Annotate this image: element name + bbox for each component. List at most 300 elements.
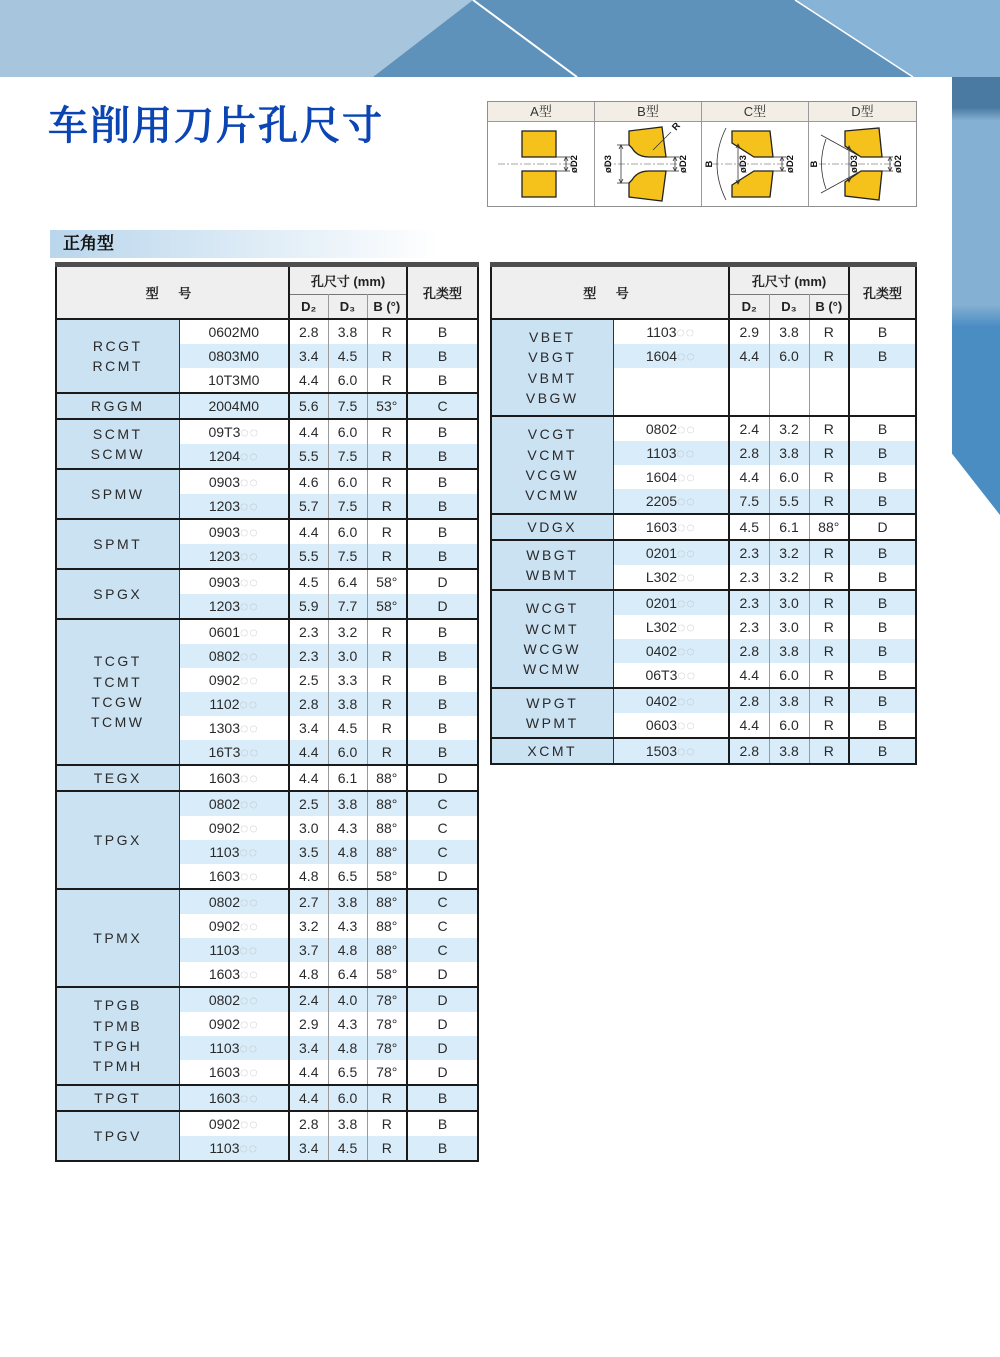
- dashed-circles: ◌◌: [240, 966, 259, 982]
- hole-type-cell: D: [407, 987, 478, 1012]
- dashed-circles: ◌◌: [240, 820, 259, 836]
- d3-cell: 3.0: [769, 615, 809, 639]
- hole-type-cell: C: [407, 816, 478, 840]
- b-angle-cell: 53°: [367, 393, 407, 419]
- spec-table-header: [491, 265, 916, 320]
- d2-cell: 2.8: [289, 319, 328, 344]
- page-title: 车削用刀片孔尺寸: [48, 104, 384, 148]
- size-cell: 0602M0: [179, 319, 289, 344]
- banner-diagonal-lines: [0, 0, 1000, 77]
- d3-cell: 6.0: [328, 469, 367, 494]
- model-group-label: VDGX: [491, 514, 613, 540]
- b-angle-cell: R: [809, 639, 849, 663]
- model-group-label: VBET VBGT VBMT VBGW: [491, 319, 613, 416]
- dashed-circles: ◌◌: [240, 498, 259, 514]
- table-row: [56, 791, 478, 816]
- size-cell: 1603◌◌: [179, 864, 289, 889]
- d3-cell: 3.2: [769, 540, 809, 565]
- hole-type-cell: B: [407, 1136, 478, 1161]
- hole-type-cell: B: [407, 419, 478, 444]
- d3-cell: 3.8: [328, 319, 367, 344]
- b-angle-cell: R: [367, 519, 407, 544]
- model-group-label: RGGM: [56, 393, 179, 419]
- hole-type-cell: B: [849, 738, 916, 764]
- spec-table-right: [490, 262, 917, 765]
- d2-cell: 4.4: [729, 344, 769, 368]
- size-cell: 0902◌◌: [179, 816, 289, 840]
- hole-type-cell: C: [407, 791, 478, 816]
- table-row: [491, 540, 916, 565]
- dashed-circles: ◌◌: [676, 445, 696, 461]
- table-row: [56, 419, 478, 444]
- size-cell: 1103◌◌: [179, 1036, 289, 1060]
- size-cell: 0601◌◌: [179, 619, 289, 644]
- size-cell: 0802◌◌: [179, 889, 289, 914]
- b-angle-cell: 78°: [367, 987, 407, 1012]
- hole-type-cell: B: [407, 494, 478, 519]
- d3-cell: 3.8: [328, 692, 367, 716]
- dashed-circles: ◌◌: [240, 1016, 259, 1032]
- d2-cell: 4.4: [289, 1085, 328, 1111]
- d2-cell: 2.3: [289, 644, 328, 668]
- b-angle-cell: R: [367, 1111, 407, 1136]
- dashed-circles: ◌◌: [240, 524, 259, 540]
- d2-cell: 2.9: [289, 1012, 328, 1036]
- col-header-d2: D₂: [289, 295, 328, 320]
- size-cell: 1603◌◌: [179, 1060, 289, 1085]
- d3-cell: 7.5: [328, 544, 367, 569]
- b-angle-cell: R: [809, 738, 849, 764]
- b-angle-cell: 88°: [367, 791, 407, 816]
- model-group: [56, 569, 478, 619]
- hole-type-cell: B: [849, 344, 916, 368]
- d3-cell: 4.0: [328, 987, 367, 1012]
- d2-cell: 4.5: [729, 514, 769, 540]
- size-cell: 2205◌◌: [613, 489, 729, 514]
- table-row: [56, 319, 478, 344]
- size-cell: 0603◌◌: [613, 713, 729, 738]
- b-angle-cell: R: [809, 416, 849, 441]
- hole-type-cell: D: [407, 569, 478, 594]
- table-row: [56, 765, 478, 791]
- dashed-circles: ◌◌: [240, 648, 259, 664]
- d3-cell: 3.0: [769, 590, 809, 615]
- hole-type-cell: B: [407, 692, 478, 716]
- b-angle-cell: R: [809, 565, 849, 590]
- col-header-b-angle: B (°): [367, 295, 407, 320]
- d3-cell: 6.0: [769, 663, 809, 688]
- spec-table-header: [56, 265, 478, 320]
- d2-cell: 2.5: [289, 668, 328, 692]
- d2-cell: 4.4: [289, 368, 328, 393]
- b-angle-cell: R: [809, 688, 849, 713]
- b-angle-cell: 78°: [367, 1012, 407, 1036]
- b-angle-cell: 58°: [367, 569, 407, 594]
- hole-type-a-drawing: [488, 122, 595, 206]
- dashed-circles: ◌◌: [240, 424, 260, 440]
- b-angle-cell: R: [367, 716, 407, 740]
- dashed-circles: ◌◌: [677, 519, 696, 535]
- b-angle-cell: R: [367, 668, 407, 692]
- dashed-circles: ◌◌: [677, 493, 696, 509]
- section-header: [50, 230, 915, 258]
- b-angle-cell: R: [367, 544, 407, 569]
- size-cell: 1203◌◌: [179, 494, 289, 519]
- hole-type-cell: C: [407, 914, 478, 938]
- model-group: [56, 1085, 478, 1111]
- table-row: [491, 319, 916, 344]
- dashed-circles: ◌◌: [240, 1090, 259, 1106]
- d2-cell: 4.4: [289, 740, 328, 765]
- spec-table-right-container: [490, 262, 915, 765]
- model-group-label: SPMT: [56, 519, 179, 569]
- model-group: [56, 419, 478, 469]
- d2-cell: 4.8: [289, 962, 328, 987]
- dashed-circles: ◌◌: [240, 770, 259, 786]
- table-row: [491, 514, 916, 540]
- col-header-d2: D₂: [729, 295, 769, 320]
- b-angle-cell: 88°: [367, 914, 407, 938]
- svg-text:B: B: [704, 160, 715, 168]
- dashed-circles: ◌◌: [240, 894, 259, 910]
- dashed-circles: ◌◌: [240, 448, 259, 464]
- hole-type-cell: B: [407, 319, 478, 344]
- d2-cell: 2.8: [729, 441, 769, 465]
- model-group-label: WPGT WPMT: [491, 688, 613, 738]
- d2-cell: 3.5: [289, 840, 328, 864]
- d2-cell: 3.4: [289, 1036, 328, 1060]
- b-angle-cell: R: [809, 540, 849, 565]
- diagram-header-type-d: D型: [809, 102, 916, 122]
- d2-cell: 2.7: [289, 889, 328, 914]
- size-cell: 0902◌◌: [179, 1111, 289, 1136]
- size-cell: 1103◌◌: [613, 319, 729, 344]
- model-group: [491, 319, 916, 416]
- d3-cell: 3.3: [328, 668, 367, 692]
- table-row: [491, 416, 916, 441]
- model-group-label: TPMX: [56, 889, 179, 987]
- table-row: [56, 619, 478, 644]
- model-group: [56, 469, 478, 519]
- d3-cell: 6.0: [328, 519, 367, 544]
- size-cell: 0902◌◌: [179, 914, 289, 938]
- model-group: [491, 416, 916, 514]
- dashed-circles: ◌◌: [240, 574, 259, 590]
- size-cell: 0802◌◌: [179, 791, 289, 816]
- svg-text:øD2: øD2: [678, 155, 689, 173]
- dashed-circles: ◌◌: [239, 1040, 259, 1056]
- d2-cell: 4.4: [729, 663, 769, 688]
- table-row: [491, 590, 916, 615]
- b-angle-cell: R: [809, 319, 849, 344]
- d3-cell: 3.8: [769, 639, 809, 663]
- b-angle-cell: R: [367, 692, 407, 716]
- dashed-circles: ◌◌: [677, 569, 696, 585]
- svg-text:øD2: øD2: [893, 155, 904, 173]
- d3-cell: 7.7: [328, 594, 367, 619]
- hole-type-cell: B: [849, 565, 916, 590]
- d2-cell: 7.5: [729, 489, 769, 514]
- hole-type-cell: B: [407, 344, 478, 368]
- model-group-label: SPGX: [56, 569, 179, 619]
- d2-cell: 2.3: [729, 540, 769, 565]
- spec-table-left-container: [55, 262, 477, 1162]
- size-cell: 0802◌◌: [613, 416, 729, 441]
- hole-type-cell: B: [407, 644, 478, 668]
- model-group-label: TCGT TCMT TCGW TCMW: [56, 619, 179, 765]
- model-group-label: SCMT SCMW: [56, 419, 179, 469]
- b-angle-cell: R: [367, 319, 407, 344]
- size-cell: 1603◌◌: [613, 514, 729, 540]
- hole-type-d-drawing: [809, 122, 916, 206]
- d3-cell: 3.8: [328, 889, 367, 914]
- size-cell: 0902◌◌: [179, 668, 289, 692]
- size-cell: 1603◌◌: [179, 765, 289, 791]
- d3-cell: 3.2: [769, 416, 809, 441]
- table-row: [491, 688, 916, 713]
- col-header-d3: D₃: [328, 295, 367, 320]
- svg-text:øD3: øD3: [603, 155, 614, 173]
- col-header-hole-size: 孔尺寸 (mm): [729, 265, 849, 295]
- model-group: [56, 619, 478, 765]
- hole-type-cell: B: [849, 688, 916, 713]
- col-header-d3: D₃: [769, 295, 809, 320]
- model-group: [56, 393, 478, 419]
- dashed-circles: ◌◌: [239, 942, 259, 958]
- d3-cell: 4.8: [328, 1036, 367, 1060]
- d2-cell: 3.4: [289, 344, 328, 368]
- size-cell: 16T3◌◌: [179, 740, 289, 765]
- d3-cell: 4.3: [328, 914, 367, 938]
- d2-cell: 3.2: [289, 914, 328, 938]
- b-angle-cell: R: [367, 619, 407, 644]
- diagram-header-type-a: A型: [488, 102, 595, 122]
- d2-cell: 2.8: [729, 738, 769, 764]
- hole-type-cell: B: [407, 740, 478, 765]
- d3-cell: 6.5: [328, 1060, 367, 1085]
- hole-type-cell: C: [407, 938, 478, 962]
- svg-text:øD2: øD2: [785, 155, 796, 173]
- d3-cell: 6.4: [328, 962, 367, 987]
- dashed-circles: ◌◌: [677, 421, 696, 437]
- dashed-circles: ◌◌: [677, 545, 696, 561]
- hole-type-cell: D: [407, 864, 478, 889]
- hole-type-cell: D: [849, 514, 916, 540]
- hole-type-cell: B: [849, 713, 916, 738]
- dashed-circles: ◌◌: [677, 619, 696, 635]
- spec-table-left: [55, 262, 479, 1162]
- size-cell: 1603◌◌: [179, 962, 289, 987]
- d3-cell: 4.8: [328, 938, 367, 962]
- b-angle-cell: R: [367, 740, 407, 765]
- col-header-b-angle: B (°): [809, 295, 849, 320]
- col-header-model: 型 号: [56, 265, 289, 320]
- b-angle-cell: R: [367, 344, 407, 368]
- hole-type-cell: B: [849, 416, 916, 441]
- d2-cell: 4.4: [729, 713, 769, 738]
- size-cell: L302◌◌: [613, 615, 729, 639]
- d3-cell: 6.0: [769, 465, 809, 489]
- hole-type-cell: C: [407, 393, 478, 419]
- b-angle-cell: 58°: [367, 962, 407, 987]
- size-cell: 0402◌◌: [613, 688, 729, 713]
- d3-cell: 6.0: [328, 368, 367, 393]
- hole-type-cell: C: [407, 840, 478, 864]
- dashed-circles: ◌◌: [677, 348, 696, 364]
- dashed-circles: ◌◌: [677, 743, 696, 759]
- hole-type-diagram: [487, 101, 917, 207]
- svg-text:øD3: øD3: [849, 155, 860, 173]
- d2-cell: 5.9: [289, 594, 328, 619]
- hole-type-cell: B: [849, 319, 916, 344]
- hole-type-cell: B: [407, 544, 478, 569]
- d3-cell: 3.8: [769, 441, 809, 465]
- hole-type-cell: B: [849, 615, 916, 639]
- size-cell: 1204◌◌: [179, 444, 289, 469]
- d2-cell: 2.9: [729, 319, 769, 344]
- size-cell: 1303◌◌: [179, 716, 289, 740]
- hole-type-cell: B: [849, 639, 916, 663]
- size-cell: 0903◌◌: [179, 569, 289, 594]
- d3-cell: 6.0: [328, 1085, 367, 1111]
- dashed-circles: ◌◌: [240, 1064, 259, 1080]
- table-row: [56, 569, 478, 594]
- d2-cell: 4.4: [289, 765, 328, 791]
- size-cell: 10T3M0: [179, 368, 289, 393]
- b-angle-cell: R: [809, 441, 849, 465]
- model-group-label: RCGT RCMT: [56, 319, 179, 393]
- size-cell: L302◌◌: [613, 565, 729, 590]
- dashed-circles: ◌◌: [677, 643, 696, 659]
- svg-text:øD3: øD3: [738, 155, 749, 173]
- dashed-circles: ◌◌: [240, 868, 259, 884]
- size-cell: 0803M0: [179, 344, 289, 368]
- b-angle-cell: R: [367, 419, 407, 444]
- size-cell: 0802◌◌: [179, 644, 289, 668]
- model-group: [56, 987, 478, 1085]
- size-cell: 0402◌◌: [613, 639, 729, 663]
- d2-cell: 2.4: [289, 987, 328, 1012]
- d2-cell: 4.6: [289, 469, 328, 494]
- dashed-circles: ◌◌: [240, 992, 259, 1008]
- model-group-label: VCGT VCMT VCGW VCMW: [491, 416, 613, 514]
- hole-type-c-drawing: [702, 122, 809, 206]
- b-angle-cell: R: [367, 1136, 407, 1161]
- d3-cell: 3.8: [769, 688, 809, 713]
- size-cell: 0201◌◌: [613, 540, 729, 565]
- model-group-label: WCGT WCMT WCGW WCMW: [491, 590, 613, 688]
- size-cell: 1604◌◌: [613, 344, 729, 368]
- hole-type-cell: B: [407, 716, 478, 740]
- col-header-hole-type: 孔类型: [407, 265, 478, 320]
- d3-cell: 4.5: [328, 344, 367, 368]
- d3-cell: 3.8: [328, 791, 367, 816]
- dashed-circles: ◌◌: [240, 672, 259, 688]
- dashed-circles: ◌◌: [677, 667, 697, 683]
- d3-cell: 6.1: [328, 765, 367, 791]
- b-angle-cell: 88°: [367, 816, 407, 840]
- size-cell: 1103◌◌: [179, 840, 289, 864]
- table-row: [56, 469, 478, 494]
- d2-cell: 4.8: [289, 864, 328, 889]
- d2-cell: 4.4: [289, 1060, 328, 1085]
- hole-type-cell: B: [849, 489, 916, 514]
- d2-cell: 2.3: [729, 590, 769, 615]
- d2-cell: 5.5: [289, 444, 328, 469]
- hole-type-cell: D: [407, 1060, 478, 1085]
- size-cell: 1603◌◌: [179, 1085, 289, 1111]
- model-group: [56, 1111, 478, 1161]
- size-cell: 1203◌◌: [179, 544, 289, 569]
- model-group: [491, 590, 916, 688]
- d2-cell: 3.4: [289, 716, 328, 740]
- d2-cell: 5.7: [289, 494, 328, 519]
- d2-cell: 5.5: [289, 544, 328, 569]
- hole-type-cell: B: [849, 441, 916, 465]
- b-angle-cell: R: [809, 344, 849, 368]
- model-group-label: TPGX: [56, 791, 179, 889]
- d2-cell: 3.7: [289, 938, 328, 962]
- d2-cell: 2.8: [729, 688, 769, 713]
- dashed-circles: ◌◌: [240, 474, 259, 490]
- dashed-circles: ◌◌: [676, 324, 696, 340]
- d2-cell: 2.5: [289, 791, 328, 816]
- d2-cell: 5.6: [289, 393, 328, 419]
- hole-type-cell: B: [407, 668, 478, 692]
- size-cell: 0903◌◌: [179, 519, 289, 544]
- b-angle-cell: 88°: [809, 514, 849, 540]
- d3-cell: 3.2: [328, 619, 367, 644]
- decorative-side-band: [952, 77, 1000, 515]
- col-header-model: 型 号: [491, 265, 729, 320]
- b-angle-cell: 78°: [367, 1036, 407, 1060]
- d3-cell: 7.5: [328, 393, 367, 419]
- d2-cell: 4.4: [289, 419, 328, 444]
- d2-cell: 4.5: [289, 569, 328, 594]
- model-group-label: TEGX: [56, 765, 179, 791]
- dashed-circles: ◌◌: [677, 469, 696, 485]
- dashed-circles: ◌◌: [240, 744, 260, 760]
- hole-type-cell: D: [407, 765, 478, 791]
- dashed-circles: ◌◌: [239, 696, 259, 712]
- model-group-label: TPGB TPMB TPGH TPMH: [56, 987, 179, 1085]
- d3-cell: 4.5: [328, 716, 367, 740]
- size-cell: 2004M0: [179, 393, 289, 419]
- hole-type-cell: B: [407, 1085, 478, 1111]
- hole-type-cell: D: [407, 1036, 478, 1060]
- dashed-circles: ◌◌: [240, 918, 259, 934]
- model-group-label: TPGV: [56, 1111, 179, 1161]
- d3-cell: 6.1: [769, 514, 809, 540]
- d2-cell: 2.3: [729, 565, 769, 590]
- d3-cell: 7.5: [328, 444, 367, 469]
- d3-cell: 7.5: [328, 494, 367, 519]
- size-cell: 06T3◌◌: [613, 663, 729, 688]
- d3-cell: 6.0: [769, 713, 809, 738]
- dashed-circles: ◌◌: [240, 624, 259, 640]
- d2-cell: 4.4: [729, 465, 769, 489]
- dashed-circles: ◌◌: [240, 720, 259, 736]
- d3-cell: 4.5: [328, 1136, 367, 1161]
- table-row: [56, 1111, 478, 1136]
- model-group: [491, 540, 916, 590]
- model-group: [56, 319, 478, 393]
- d3-cell: 5.5: [769, 489, 809, 514]
- size-cell: 0802◌◌: [179, 987, 289, 1012]
- hole-type-cell: D: [407, 1012, 478, 1036]
- hole-type-cell: B: [407, 519, 478, 544]
- hole-type-cell: B: [849, 540, 916, 565]
